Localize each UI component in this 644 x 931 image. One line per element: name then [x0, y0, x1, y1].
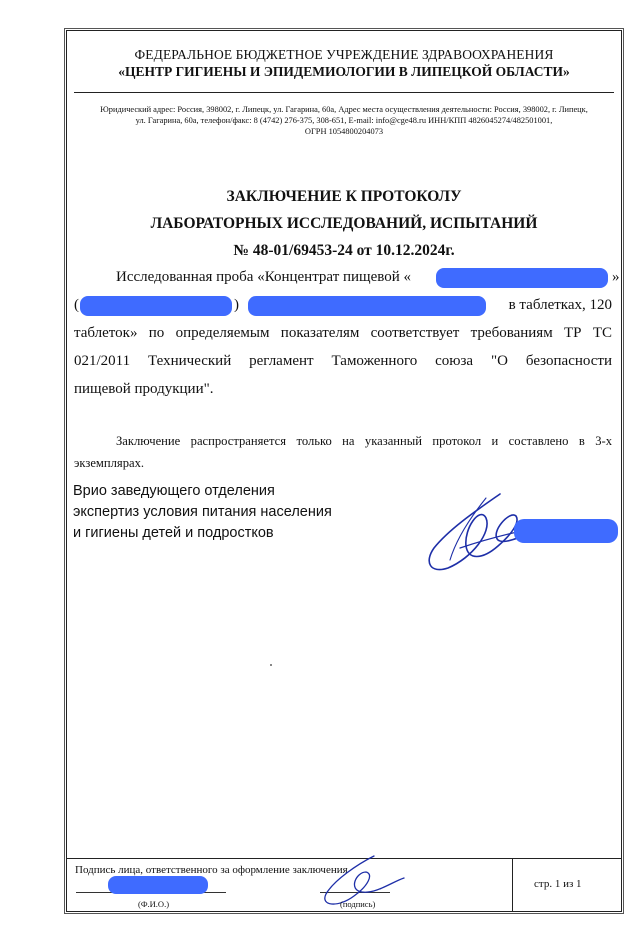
redacted-signer-name [514, 519, 618, 543]
organization-name: ФЕДЕРАЛЬНОЕ БЮДЖЕТНОЕ УЧРЕЖДЕНИЕ ЗДРАВООХРАНЕНИЯ [134, 47, 554, 62]
signer-position [73, 481, 332, 544]
redacted-manufacturer [248, 296, 486, 316]
conclusion-paren-close: ) [234, 297, 239, 313]
footer-responsible-caption: Подпись лица, ответственного за оформление заключения [75, 864, 348, 876]
conclusion-scope-text: Заключение распространяется только на указанный протокол и составлено в 3-х экземплярах. [74, 434, 612, 470]
footer-divider [512, 858, 513, 912]
conclusion-quote-close: » [612, 269, 620, 285]
conclusion-text-line-3: таблеток» по определяемым показателям соответствует требованиям ТР ТС [74, 325, 612, 341]
address-line-2: ул. Гагарина, 60а, телефон/факс: 8 (4742) 276-375, 308-651, E-mail: info@cge48.ru ИНН/КПП 4826045274/482501001, [135, 116, 553, 125]
fio-label: (Ф.И.О.) [138, 899, 170, 909]
redacted-product-brand [80, 296, 232, 316]
address-line-3: ОГРН 1054800204073 [304, 127, 384, 136]
organization-full-name: «ЦЕНТР ГИГИЕНЫ И ЭПИДЕМИОЛОГИИ В ЛИПЕЦКОЙ ОБЛАСТИ» [118, 64, 570, 79]
signature-label: (подпись) [340, 899, 376, 909]
organization-address [72, 104, 616, 137]
conclusion-paren-open: ( [74, 297, 79, 313]
redacted-product-name [436, 268, 608, 288]
redacted-responsible-name [108, 876, 208, 894]
conclusion-text-line-5: пищевой продукции". [74, 381, 214, 397]
document-title-line-1: ЗАКЛЮЧЕНИЕ К ПРОТОКОЛУ [226, 188, 462, 205]
scan-speck [270, 664, 272, 666]
address-line-1: Юридический адрес: Россия, 398002, г. Липецк, ул. Гагарина, 60а, Адрес места осуществления деятельности: Россия, 398002, г. Липецк, [100, 105, 588, 114]
conclusion-text-line-4: 021/2011 Технический регламент Таможенного союза "О безопасности [74, 353, 612, 369]
signer-line-2: экспертиз условия питания населения [73, 504, 332, 520]
signer-line-3: и гигиены детей и подростков [73, 525, 274, 541]
document-title-line-2: ЛАБОРАТОРНЫХ ИССЛЕДОВАНИЙ, ИСПЫТАНИЙ [150, 215, 538, 232]
header-divider [74, 92, 614, 93]
page-number: стр. 1 из 1 [534, 878, 582, 890]
conclusion-text-line-1: Исследованная проба «Концентрат пищевой « [116, 269, 412, 285]
conclusion-scope-note [74, 430, 612, 474]
document-number: № 48-01/69453-24 от 10.12.2024г. [233, 242, 455, 259]
signer-line-1: Врио заведующего отделения [73, 483, 275, 499]
conclusion-text-line-2: в таблетках, 120 [508, 297, 612, 313]
